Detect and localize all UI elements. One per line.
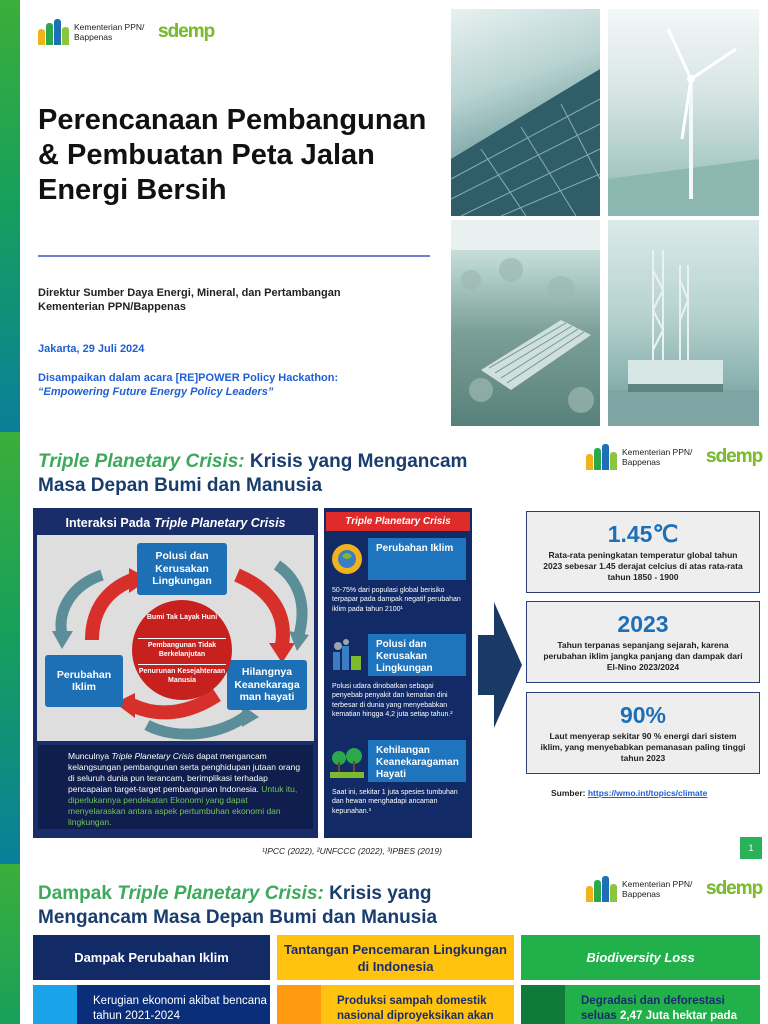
crisis-label: Perubahan Iklim xyxy=(368,538,466,580)
org-name: Kementerian PPN/ Bappenas xyxy=(622,879,693,899)
logo-header xyxy=(586,444,762,470)
column-header-climate: Dampak Perubahan Iklim xyxy=(33,935,270,980)
impact-welfare: Penurunan Kesejahteraan Manusia xyxy=(138,664,226,685)
bappenas-logo-icon xyxy=(586,876,616,902)
header-italic: Triple Planetary Crisis xyxy=(153,516,286,530)
references: ¹IPCC (2022), ²UNFCCC (2022), ³IPBES (2019) xyxy=(262,846,442,856)
sdemp-logo: sdemp xyxy=(158,21,215,42)
title-accent: Triple Planetary Crisis: xyxy=(38,451,245,472)
node-pollution: Polusi dan Kerusakan Lingkungan xyxy=(137,543,227,595)
side-bar xyxy=(0,0,20,432)
crisis-item-biodiversity xyxy=(330,740,466,816)
side-bar xyxy=(0,432,20,864)
logo-header xyxy=(586,876,762,902)
title-part1: Dampak xyxy=(38,883,118,904)
arrow-right-icon xyxy=(478,602,522,728)
org-name: Kementerian PPN/ Bappenas xyxy=(74,22,145,42)
crisis-list-panel xyxy=(324,508,472,838)
sdemp-logo: sdemp xyxy=(706,878,763,899)
stat-text: Tahun terpanas sepanjang sejarah, karena perubahan iklim jangka panjang dan dampak dari El-Nino 2023/2024 xyxy=(543,640,743,672)
node-biodiversity-loss: Hilangnya Keanekaraga man hayati xyxy=(227,660,307,710)
title-line2: Masa Depan Bumi dan Manusia xyxy=(38,475,323,496)
side-bar xyxy=(0,864,20,1024)
title-divider xyxy=(38,255,430,257)
sdemp-logo: sdemp xyxy=(706,446,763,467)
crisis-slide xyxy=(0,432,768,864)
event-tagline: “Empowering Future Energy Policy Leaders” xyxy=(38,386,274,398)
stat-card-ocean xyxy=(526,692,760,774)
column-header-biodiversity: Biodiversity Loss xyxy=(521,935,760,980)
column-header-pollution: Tantangan Pencemaran Lingkungan di Indonesia xyxy=(277,935,514,980)
solar-farm-aerial-photo xyxy=(451,220,600,426)
row-text: Kerugian ekonomi akibat bencana tahun 2021-2024 xyxy=(93,995,267,1022)
crisis-list-header: Triple Planetary Crisis xyxy=(326,512,470,531)
biodiversity-icon xyxy=(330,744,364,778)
row-text xyxy=(581,994,760,1024)
impact-slide xyxy=(0,864,768,1024)
crisis-label: Kehilangan Keanekaragaman Hayati xyxy=(368,740,466,782)
summary-highlight: Untuk itu, diperlukannya pendekatan Ekonomi yang dapat menyelaraskan antara aspek pertumbuhan ekonomi dan lingkungan. xyxy=(68,784,298,827)
slide-title xyxy=(38,882,437,930)
source-label: Sumber: xyxy=(551,788,588,798)
solar-panels-photo xyxy=(451,9,600,216)
impact-unsustainable: Pembangunan Tidak Berkelanjutan xyxy=(138,638,226,659)
presenter-info xyxy=(38,286,438,314)
slide-title xyxy=(38,450,467,498)
summary-c: dapat mengancam kelangsungan pembangunan serta penghidupan jutaan orang di seluruh dunia pun terancam, berimplikasi terhadap pencapaian target-target pembangunan Indonesia. xyxy=(68,751,301,794)
crisis-description: Saat ini, sekitar 1 juta spesies tumbuhan dan hewan menghadapi ancaman kepunahan.³ xyxy=(332,789,458,815)
stat-value: 90% xyxy=(619,702,667,728)
crisis-item-climate xyxy=(330,538,466,614)
stat-card-hottest-year xyxy=(526,601,760,683)
crisis-item-pollution xyxy=(330,634,466,719)
stat-value: 2023 xyxy=(617,611,669,637)
cycle-diagram xyxy=(37,535,314,741)
center-impact-circle xyxy=(132,600,232,700)
event-info xyxy=(38,371,438,399)
row-stripe xyxy=(277,985,321,1024)
row-text: Produksi sampah domestik nasional diproyeksikan akan xyxy=(337,995,494,1022)
row-text-b: 2,47 Juta hektar pada xyxy=(620,1010,737,1022)
org-name: Kementerian PPN/ Bappenas xyxy=(622,447,693,467)
title-line2: Mengancam Masa Depan Bumi dan Manusia xyxy=(38,907,438,928)
source-link[interactable]: https://wmo.int/topics/climate xyxy=(587,788,708,798)
impact-uninhabitable: Bumi Tak Layak Huni xyxy=(146,614,218,621)
wind-turbine-photo xyxy=(608,9,759,216)
summary-a: Munculnya xyxy=(68,751,112,761)
interaction-header xyxy=(33,508,318,535)
logo-header xyxy=(38,19,214,45)
ministry-line: Kementerian PPN/Bappenas xyxy=(38,301,186,313)
title-accent: Triple Planetary Crisis: xyxy=(117,883,324,904)
stat-text: Rata-rata peningkatan temperatur global tahun 2023 sebesar 1.45 derajat celcius di atas rata-rata tahun 1850 - 1900 xyxy=(543,550,743,582)
stat-card-temperature xyxy=(526,511,760,593)
impact-row-biodiversity xyxy=(521,985,760,1024)
page-title: Perencanaan Pembangunan & Pembuatan Peta Jalan Energi Bersih xyxy=(38,104,427,206)
stat-text: Laut menyerap sekitar 90 % energi dari sistem iklim, yang menyebabkan pemanasan paling tinggi tahun 2023 xyxy=(540,731,746,763)
crisis-description: 50-75% dari populasi global berisiko terpapar pada dampak negatif perubahan iklim pada tahun 2100¹ xyxy=(332,587,461,613)
event-line: Disampaikan dalam acara [RE]POWER Policy Hackathon: xyxy=(38,372,339,384)
crisis-label: Polusi dan Kerusakan Lingkungan xyxy=(368,634,466,676)
row-stripe xyxy=(521,985,565,1024)
oil-rig-photo xyxy=(608,220,759,426)
summary-b: Triple Planetary Crisis xyxy=(111,751,194,761)
title-part2: Krisis yang xyxy=(323,883,432,904)
row-text-a: Degradasi dan deforestasi seluas xyxy=(581,995,725,1022)
bappenas-logo-icon xyxy=(38,19,68,45)
impact-row-pollution xyxy=(277,985,514,1024)
title-slide xyxy=(0,0,768,432)
stat-value: 1.45℃ xyxy=(607,521,679,547)
impact-row-climate xyxy=(33,985,270,1024)
header-prefix: Interaksi Pada xyxy=(65,516,154,530)
title-rest: Krisis yang Mengancam xyxy=(244,451,468,472)
page-number: 1 xyxy=(740,837,762,859)
interaction-panel xyxy=(33,508,318,838)
crisis-summary xyxy=(38,745,313,829)
bappenas-logo-icon xyxy=(586,444,616,470)
node-climate-change: Perubahan Iklim xyxy=(45,655,123,707)
crisis-description: Polusi udara dinobatkan sebagai penyebab penyakit dan kematian dini terbesar di dunia yang menyebabkan kematian hingga 4,2 juta setiap tahun.² xyxy=(332,683,453,718)
date-location: Jakarta, 29 Juli 2024 xyxy=(38,343,145,355)
pollution-icon xyxy=(330,638,364,672)
climate-change-icon xyxy=(330,542,364,576)
row-stripe xyxy=(33,985,77,1024)
source-line xyxy=(551,788,707,798)
director-line: Direktur Sumber Daya Energi, Mineral, dan Pertambangan xyxy=(38,287,341,299)
